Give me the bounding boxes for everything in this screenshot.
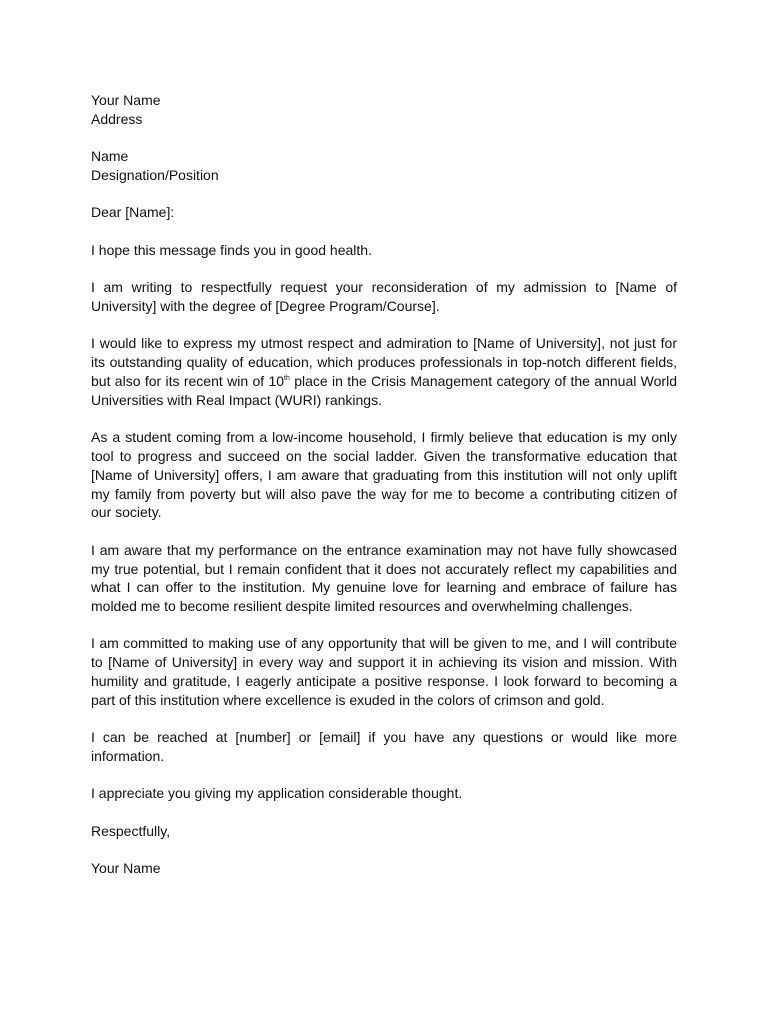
closing: Respectfully, [91,822,171,839]
letter-body [91,91,677,897]
sender-address: Address [91,110,143,127]
paragraph-thanks: I appreciate you giving my application considerable thought. [91,785,463,802]
recipient-block [91,147,677,185]
sender-name: Your Name [91,92,161,108]
paragraph-request: I am writing to respectfully request your reconsideration of my admission to [Name of University] with the degree of [Degree Program/Course]. [91,279,677,314]
recipient-name: Name [91,148,129,165]
paragraph-contact: I can be reached at [number] or [email] if you have any questions or would like more information. [91,729,677,765]
paragraph-commitment: I am committed to making use of any opportunity that will be given to me, and I will contribute to [Name of University] in every way and support it in achieving its vision and mission. With humility and gratitude, I eagerly anticipate a positive response. I look forward to becoming a part of this institution where excellence is exuded in the colors of crimson and gold. [91,635,677,708]
paragraph-greeting: I hope this message finds you in good health. [91,241,372,258]
paragraph-admiration-text-1: I would like to express my utmost respect and admiration to [Name of University], not just for its outstanding quality of education, which produces professionals in top-notch different fields, but also for its recent win of 10 [91,335,677,389]
sender-block [91,91,677,129]
ordinal-suffix: th [284,374,290,382]
paragraph-performance: I am aware that my performance on the entrance examination may not have fully showcased my true potential, but I remain confident that it does not accurately reflect my capabilities and what I can offer to the institution. My genuine love for learning and embrace of failure has molded me to become resilient despite limited resources and overwhelming challenges. [91,541,677,615]
recipient-designation: Designation/Position [91,166,219,183]
paragraph-admiration-text-2: place in the Crisis Management category of the annual World Universities with Real Impact (WURI) rankings. [91,372,677,408]
paragraph-background: As a student coming from a low-income household, I firmly believe that education is my only tool to progress and succeed on the social ladder. Given the transformative education that [Name of University] offers, I am aware that graduating from this institution will not only uplift my family from poverty but will also pave the way for me to become a contributing citizen of our society. [91,429,677,521]
paragraph-admiration [91,334,677,409]
salutation: Dear [Name]: [91,204,175,221]
signature: Your Name [91,860,161,877]
